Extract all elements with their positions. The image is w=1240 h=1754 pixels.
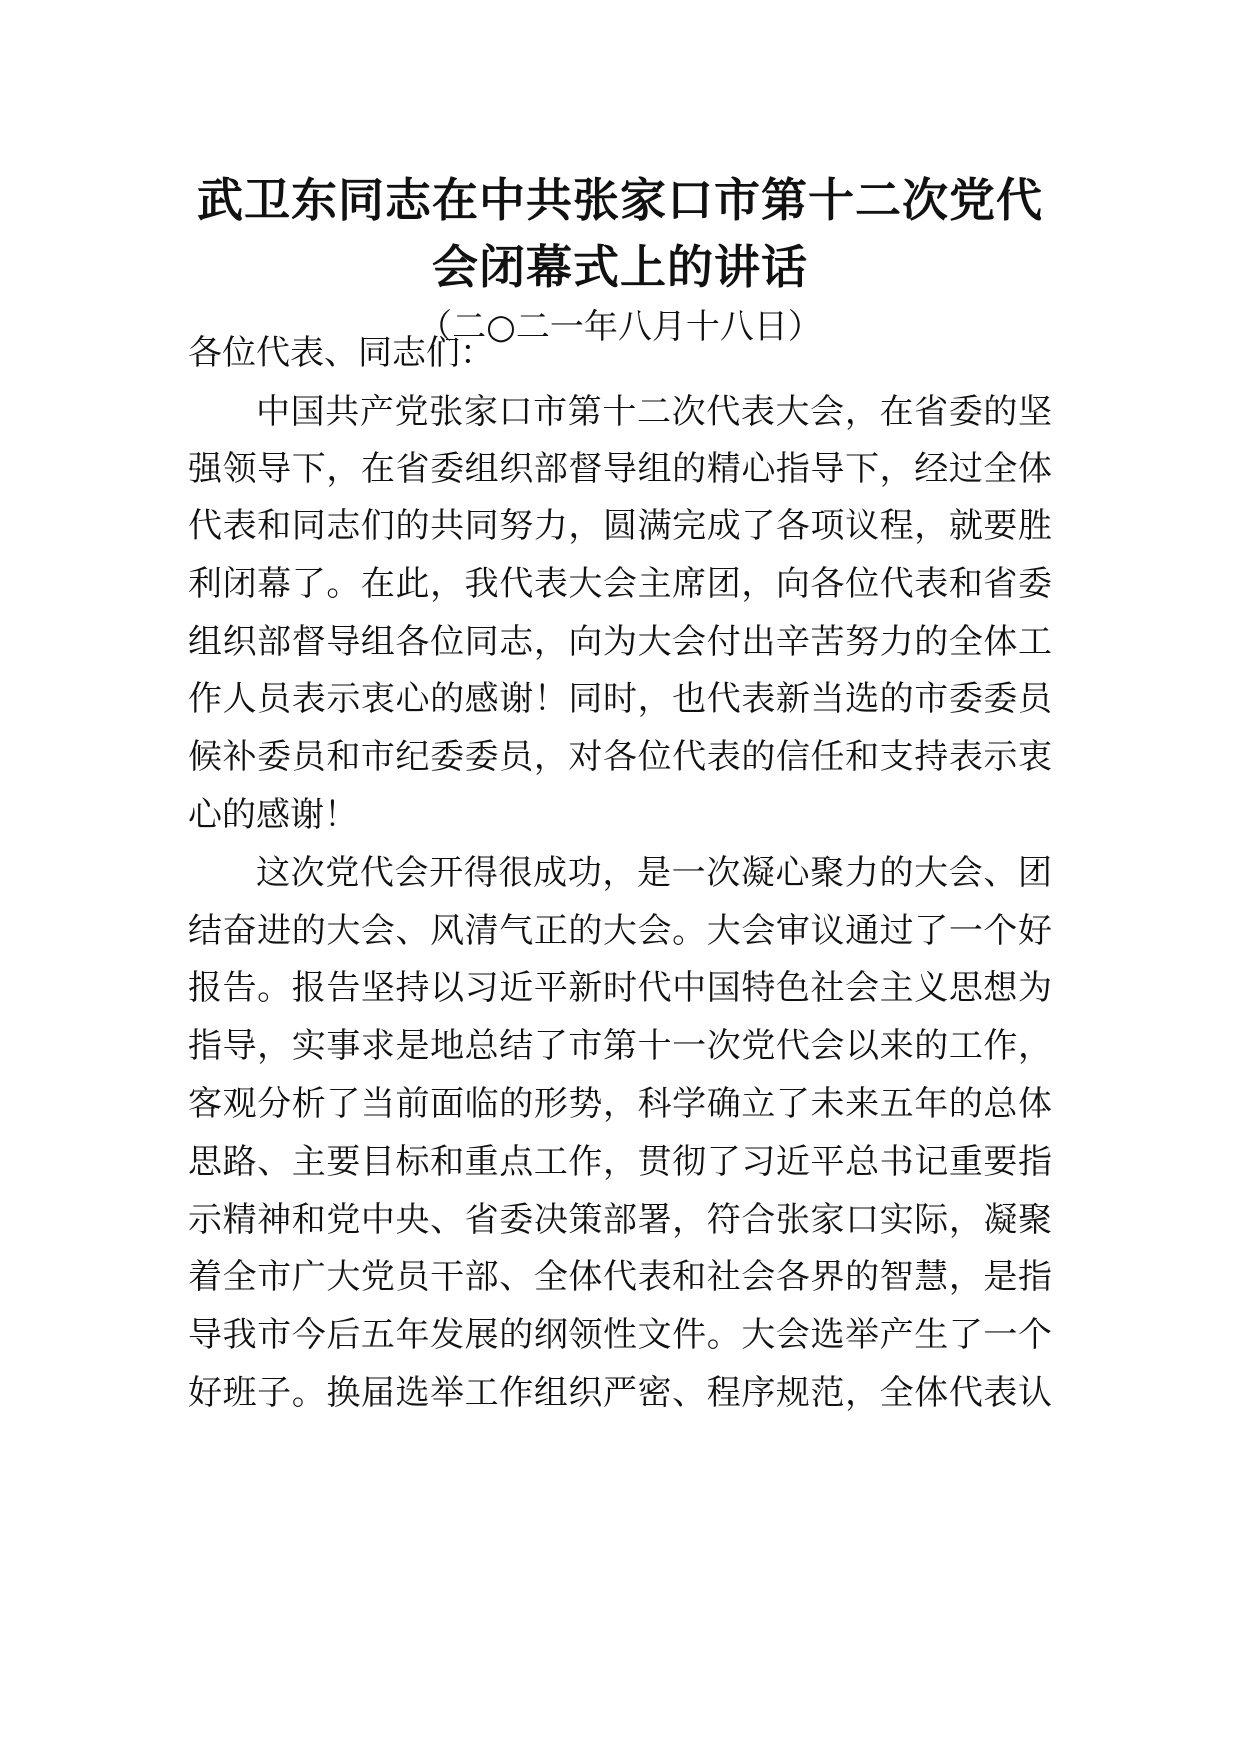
salutation: 各位代表、同志们： bbox=[188, 333, 494, 373]
body-line: 报告。报告坚持以习近平新时代中国特色社会主义思想为 bbox=[188, 968, 1052, 1008]
body-line: 候补委员和市纪委委员，对各位代表的信任和支持表示衷 bbox=[188, 737, 1052, 777]
body-line: 作人员表示衷心的感谢！同时，也代表新当选的市委委员 bbox=[188, 679, 1052, 719]
body-line: 好班子。换届选举工作组织严密、程序规范，全体代表认 bbox=[188, 1373, 1052, 1413]
body-line: 组织部督导组各位同志，向为大会付出辛苦努力的全体工 bbox=[188, 622, 1052, 662]
body-line: 导我市今后五年发展的纲领性文件。大会选举产生了一个 bbox=[188, 1315, 1052, 1355]
body-line: 代表和同志们的共同努力，圆满完成了各项议程，就要胜 bbox=[188, 506, 1052, 546]
body-line: 这次党代会开得很成功，是一次凝心聚力的大会、团 bbox=[256, 853, 1052, 893]
body-line: 指导，实事求是地总结了市第十一次党代会以来的工作， bbox=[188, 1026, 1052, 1066]
body-line: 强领导下，在省委组织部督导组的精心指导下，经过全体 bbox=[188, 449, 1052, 489]
document-title-line-2: 会闭幕式上的讲话 bbox=[432, 240, 808, 294]
body-line: 着全市广大党员干部、全体代表和社会各界的智慧，是指 bbox=[188, 1257, 1052, 1297]
body-line: 中国共产党张家口市第十二次代表大会，在省委的坚 bbox=[256, 392, 1052, 432]
speech-date: （二○二一年八月十八日） bbox=[418, 307, 822, 347]
body-line: 结奋进的大会、风清气正的大会。大会审议通过了一个好 bbox=[188, 911, 1052, 951]
body-line: 示精神和党中央、省委决策部署，符合张家口实际，凝聚 bbox=[188, 1200, 1052, 1240]
body-line: 心的感谢！ bbox=[188, 795, 358, 835]
body-line: 客观分析了当前面临的形势，科学确立了未来五年的总体 bbox=[188, 1084, 1052, 1124]
body-line: 思路、主要目标和重点工作，贯彻了习近平总书记重要指 bbox=[188, 1142, 1052, 1182]
body-line: 利闭幕了。在此，我代表大会主席团，向各位代表和省委 bbox=[188, 564, 1052, 604]
document-title-line-1: 武卫东同志在中共张家口市第十二次党代 bbox=[197, 173, 1043, 227]
